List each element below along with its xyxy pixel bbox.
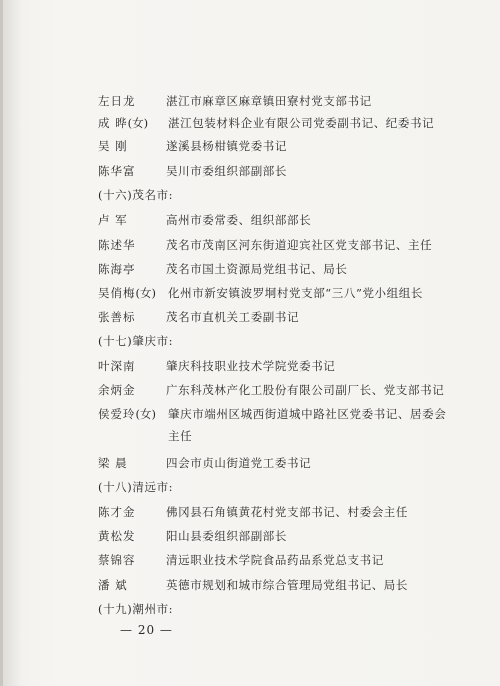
list-item [0,403,500,425]
person-title: 佛冈县石角镇黄花村党支部书记、村委会主任 [166,505,408,519]
person-name: 梁 晨 [98,456,128,470]
list-item [0,282,500,304]
person-name: 侯爱玲 [98,407,136,421]
list-item [0,525,500,547]
section-header: (十六)茂名市: [98,188,174,202]
person-name: 吴 刚 [98,139,128,153]
list-item [0,112,500,134]
person-title: 肇庆市端州区城西街道城中路社区党委书记、居委会 [168,407,447,421]
list-item [0,549,500,571]
person-gender: (女) [127,116,149,130]
list-item [0,306,500,328]
person-name: 左日龙 [98,94,136,108]
person-name: 陈华富 [98,164,136,178]
list-item [0,574,500,596]
list-item [0,379,500,401]
person-title: 湛江市麻章区麻章镇田寮村党支部书记 [166,94,372,108]
person-name: 成 晔 [98,116,128,130]
person-gender: (女) [135,407,156,421]
person-title: 英德市规划和城市综合管理局党组书记、局长 [166,578,408,592]
section-header: (十九)潮州市: [98,602,174,616]
person-title: 高州市委常委、组织部部长 [166,213,312,227]
person-title: 化州市新安镇波罗垌村党支部“三八”党小组组长 [168,286,423,300]
person-title: 清远职业技术学院食品药品系党总支书记 [166,553,384,567]
list-item [0,355,500,377]
person-name: 黄松发 [98,529,136,543]
person-title: 阳山县委组织部副部长 [166,529,287,543]
person-name: 陈述华 [98,238,136,252]
page-number: — 20 — [120,623,173,637]
person-name: 余炳金 [98,383,136,397]
list-item [0,135,500,157]
list-item [0,234,500,256]
person-title: 吴川市委组织部副部长 [166,164,287,178]
person-name: 卢 军 [98,213,128,227]
section-header: (十七)肇庆市: [98,334,174,348]
person-title: 广东科茂林产化工股份有限公司副厂长、党支部书记 [166,383,445,397]
person-title: 茂名市直机关工委副书记 [166,310,300,324]
list-item [0,501,500,523]
list-item [0,160,500,182]
section-header: (十八)清远市: [98,480,174,494]
list-item [0,258,500,280]
person-name: 吴俏梅 [98,286,136,300]
person-title: 遂溪县杨柑镇党委书记 [166,139,287,153]
person-name: 陈才金 [98,505,136,519]
person-title: 茂名市国土资源局党组书记、局长 [166,262,348,276]
person-title: 茂名市茂南区河东街道迎宾社区党支部书记、主任 [166,238,433,252]
person-title: 肇庆科技职业技术学院党委书记 [166,359,336,373]
person-title-continued: 主任 [168,429,193,443]
person-title: 湛江包装材料企业有限公司党委副书记、纪委书记 [168,116,435,130]
person-name: 张善标 [98,310,136,324]
list-item [0,452,500,474]
list-item [0,90,500,112]
person-name: 潘 斌 [98,578,128,592]
list-item-continuation [0,425,500,447]
list-item [0,209,500,231]
person-name: 叶深南 [98,359,136,373]
person-name: 陈海亭 [98,262,136,276]
person-title: 四会市贞山街道党工委书记 [166,456,312,470]
person-gender: (女) [135,286,156,300]
person-name: 蔡锦容 [98,553,136,567]
